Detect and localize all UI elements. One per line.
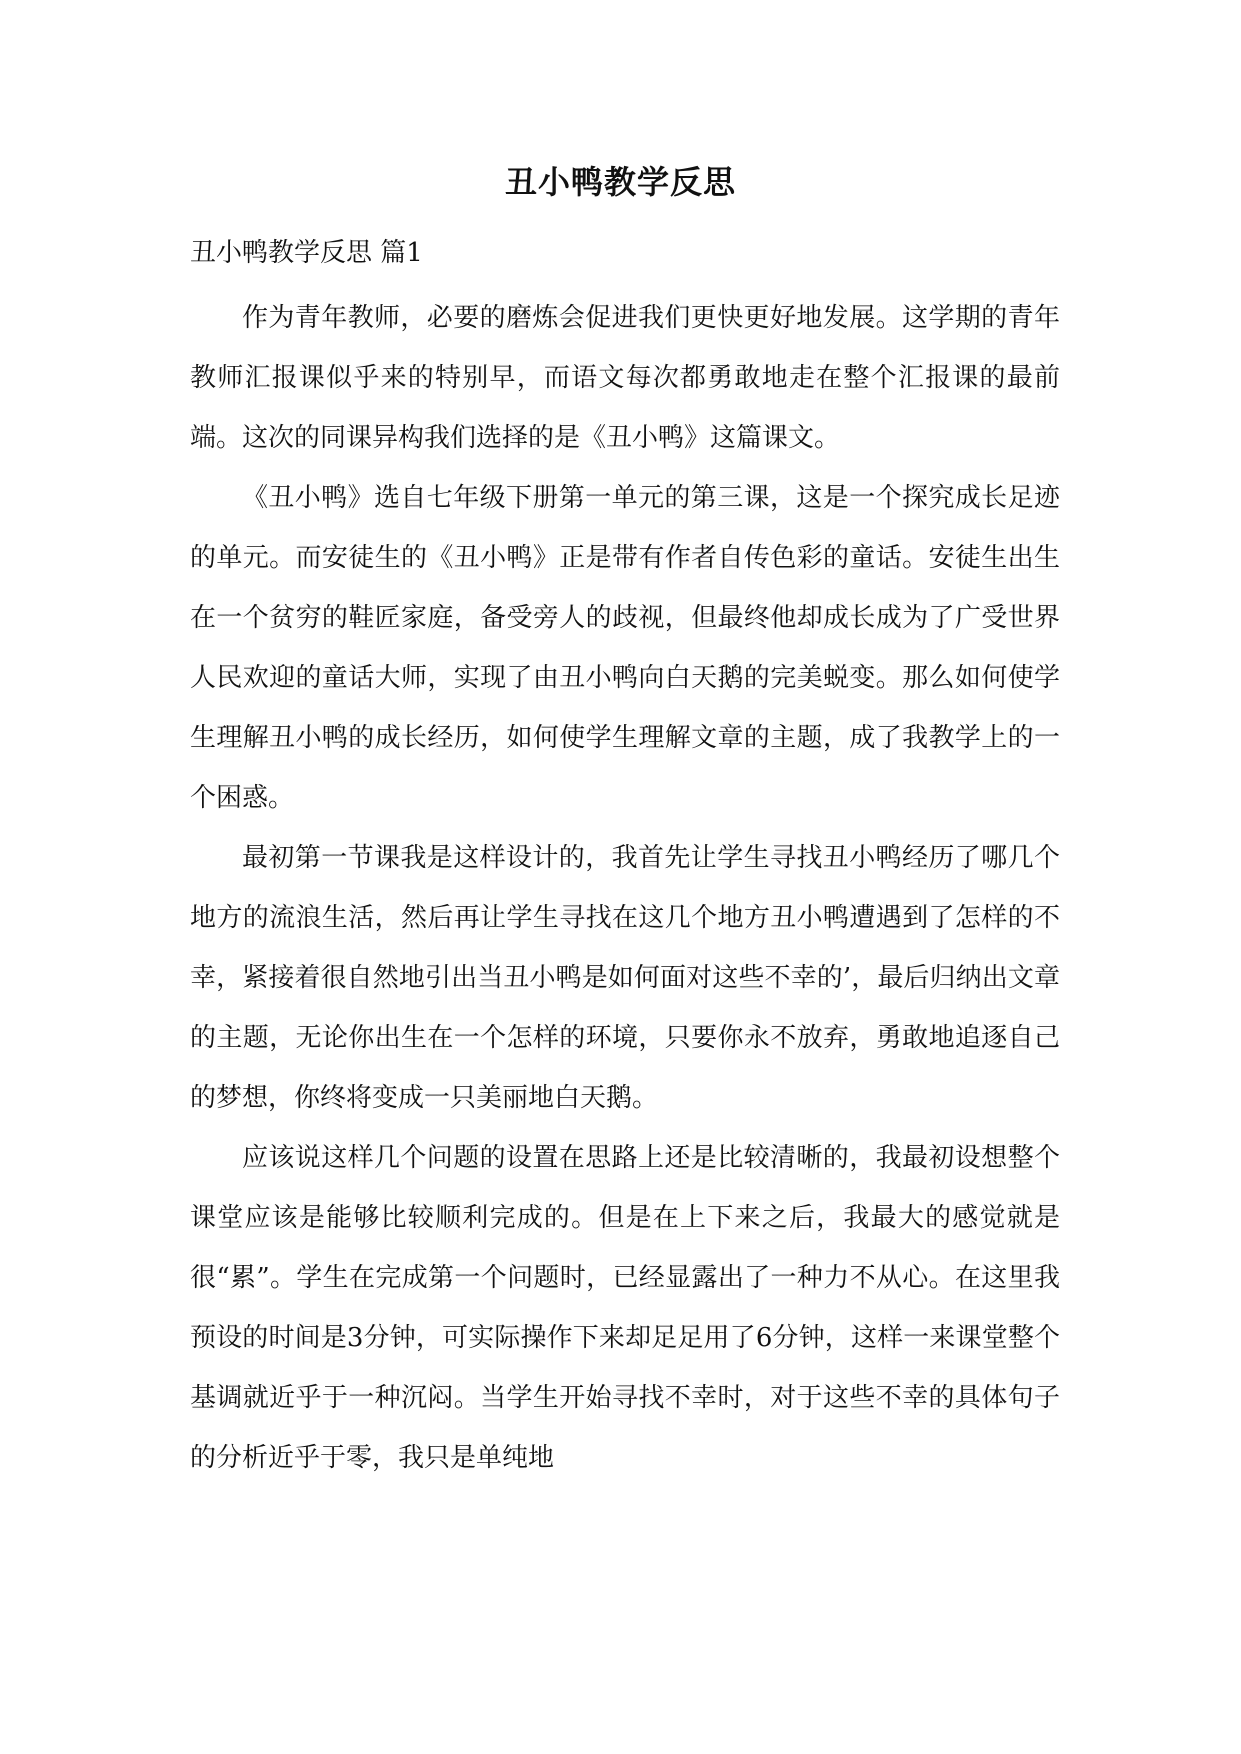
document-body	[190, 288, 1060, 1488]
section-heading: 丑小鸭教学反思 篇1	[190, 238, 423, 268]
paragraph-3: 最初第一节课我是这样设计的，我首先让学生寻找丑小鸭经历了哪几个地方的流浪生活，然后再让学生寻找在这几个地方丑小鸭遭遇到了怎样的不幸，紧接着很自然地引出当丑小鸭是如何面对这些不幸的’，最后归纳出文章的主题，无论你出生在一个怎样的环境，只要你永不放弃，勇敢地追逐自己的梦想，你终将变成一只美丽地白天鹅。	[190, 843, 1060, 1113]
paragraph-4: 应该说这样几个问题的设置在思路上还是比较清晰的，我最初设想整个课堂应该是能够比较顺利完成的。但是在上下来之后，我最大的感觉就是很“累”。学生在完成第一个问题时，已经显露出了一种力不从心。在这里我预设的时间是3分钟，可实际操作下来却足足用了6分钟，这样一来课堂整个基调就近乎于一种沉闷。当学生开始寻找不幸时，对于这些不幸的具体句子的分析近乎于零，我只是单纯地	[190, 1143, 1060, 1473]
paragraph-2: 《丑小鸭》选自七年级下册第一单元的第三课，这是一个探究成长足迹的单元。而安徒生的《丑小鸭》正是带有作者自传色彩的童话。安徒生出生在一个贫穷的鞋匠家庭，备受旁人的歧视，但最终他却成长成为了广受世界人民欢迎的童话大师，实现了由丑小鸭向白天鹅的完美蜕变。那么如何使学生理解丑小鸭的成长经历，如何使学生理解文章的主题，成了我教学上的一个困惑。	[190, 483, 1060, 813]
paragraph-1: 作为青年教师，必要的磨炼会促进我们更快更好地发展。这学期的青年教师汇报课似乎来的特别早，而语文每次都勇敢地走在整个汇报课的最前端。这次的同课异构我们选择的是《丑小鸭》这篇课文。	[190, 303, 1060, 453]
document-title: 丑小鸭教学反思	[504, 163, 736, 201]
